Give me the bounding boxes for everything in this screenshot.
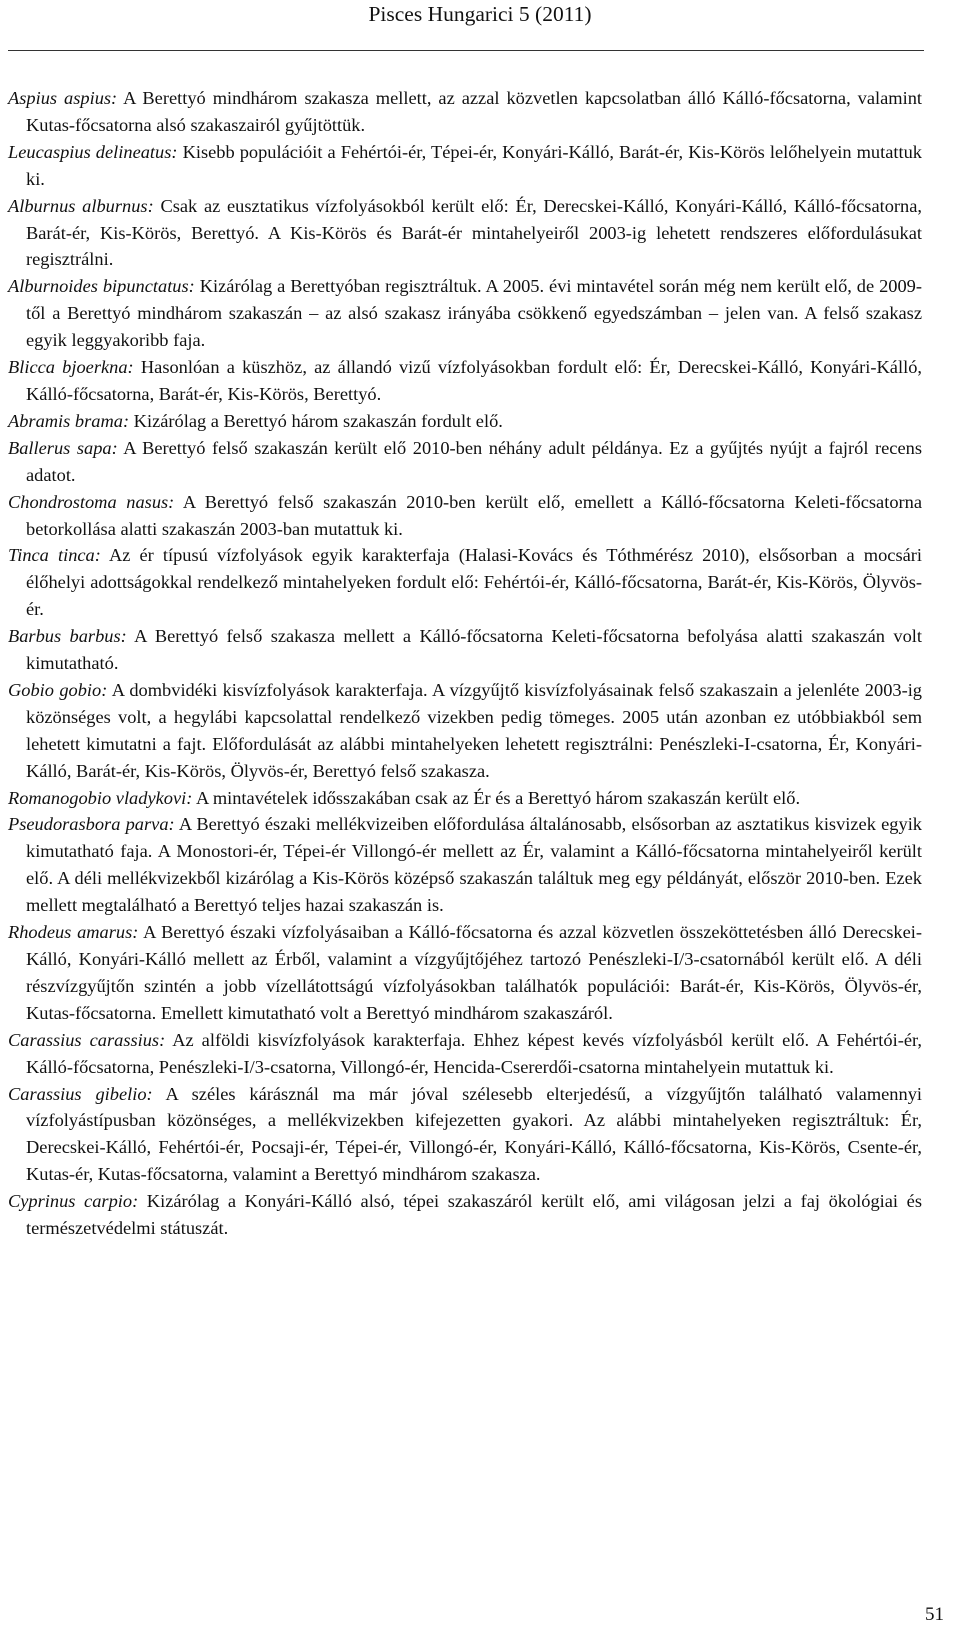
species-name: Abramis brama:: [8, 410, 130, 431]
page-header: [0, 0, 960, 58]
journal-title: Pisces Hungarici 5 (2011): [368, 2, 592, 26]
species-description: A Berettyó felső szakaszán került elő 2010-ben néhány adult példánya. Ez a gyűjtés nyújt a fajról recens adatot.: [26, 437, 922, 485]
species-name: Ballerus sapa:: [8, 437, 118, 458]
species-name: Leucaspius delineatus:: [8, 141, 178, 162]
species-description: Csak az eusztatikus vízfolyásokból került elő: Ér, Derecskei-Kálló, Konyári-Kálló, Kálló-főcsatorna, Barát-ér, Kis-Körös, Berettyó. A Kis-Körös és Barát-ér mintahelyeiről 2003-ig lehetett rendszeres előfordulásukat regisztrálni.: [26, 195, 922, 270]
species-name: Cyprinus carpio:: [8, 1191, 139, 1212]
species-description: A Berettyó északi vízfolyásaiban a Kálló-főcsatorna és azzal közvetlen összeköttetésben álló Derecskei-Kálló, Konyári-Kálló mellett az Érből, valamint a vízgyűjtőjéhez tartozó Penészleki-I/3-csatornából került elő. A déli részvízgyűjtőn szintén a jobb vízellátottságú vízfolyásokban találhatók populációi: Barát-ér, Kis-Körös, Ölyvös-ér, Kutas-főcsatorna. Emellett kimutatható volt a Berettyó mindhárom szakaszáról.: [26, 922, 922, 1023]
species-name: Alburnoides bipunctatus:: [8, 276, 195, 297]
page-number: 51: [925, 1604, 944, 1625]
species-entry-barbus: [8, 623, 922, 677]
species-entry-chondrostoma: [8, 489, 922, 543]
species-entry-aspius: [8, 85, 922, 139]
species-entry-tinca: [8, 542, 922, 623]
species-entry-blicca: [8, 354, 922, 408]
species-description: A Berettyó mindhárom szakasza mellett, az azzal közvetlen kapcsolatban álló Kálló-főcsatorna, valamint Kutas-főcsatorna alsó szakaszairól gyűjtöttük.: [26, 88, 922, 135]
species-list: [8, 85, 922, 1242]
species-description: A Berettyó felső szakasza mellett a Kálló-főcsatorna Keleti-főcsatorna befolyása alatti szakaszán volt kimutatható.: [26, 626, 923, 674]
species-description: Kizárólag a Berettyó három szakaszán fordult elő.: [129, 410, 503, 431]
species-name: Aspius aspius:: [8, 88, 118, 108]
species-description: Az ér típusú vízfolyások egyik karakterfaja (Halasi-Kovács és Tóthmérész 2010), elsősorban a mocsári élőhelyi adottságokkal rendelkező mintahelyeken fordult elő: Fehértói-ér, Kálló-főcsatorna, Barát-ér, Kis-Körös, Ölyvös-ér.: [26, 545, 922, 620]
species-name: Barbus barbus:: [8, 626, 127, 647]
species-description: A Berettyó felső szakaszán 2010-ben került elő, emellett a Kálló-főcsatorna Keleti-főcsatorna betorkollása alatti szakaszán 2003-ban mutattuk ki.: [26, 491, 923, 539]
species-entry-rhodeus: [8, 919, 922, 1027]
species-name: Gobio gobio:: [8, 679, 108, 700]
header-rule: [8, 50, 924, 51]
species-description: Az alföldi kisvízfolyások karakterfaja. Ehhez képest kevés vízfolyásból került elő. A Fehértói-ér, Kálló-főcsatorna, Penészleki-I/3-csatorna, Villongó-ér, Hencida-Csererdői-csatorna mintahelyein mutattuk ki.: [26, 1029, 922, 1077]
species-description: Kizárólag a Konyári-Kálló alsó, tépei szakaszáról került elő, ami világosan jelzi a faj ökológiai és természetvédelmi státuszát.: [26, 1191, 922, 1239]
species-name: Carassius gibelio:: [8, 1083, 153, 1104]
species-name: Chondrostoma nasus:: [8, 491, 175, 512]
species-description: A mintavételek idősszakában csak az Ér és a Berettyó három szakaszán került elő.: [192, 787, 801, 808]
species-entry-ballerus: [8, 435, 922, 489]
species-entry-alburnoides: [8, 273, 922, 354]
species-entry-cyprinus: [8, 1188, 922, 1242]
species-entry-gobio: [8, 677, 922, 785]
species-name: Tinca tinca:: [8, 545, 101, 566]
species-entry-leucaspius: [8, 139, 922, 193]
species-name: Rhodeus amarus:: [8, 922, 139, 943]
species-name: Romanogobio vladykovi:: [8, 787, 193, 808]
species-name: Carassius carassius:: [8, 1029, 166, 1050]
species-entry-carassius-carassius: [8, 1027, 922, 1081]
species-name: Alburnus alburnus:: [8, 195, 154, 216]
species-description: A Berettyó északi mellékvizeiben előfordulása általánosabb, elsősorban az asztatikus kisvizek egyik kimutatható faja. A Monostori-ér, Tépei-ér Villongó-ér mellett az Ér, valamint a Kálló-főcsatorna mintahelyeiről került elő. A déli mellékvizekből kizárólag a Kis-Körös középső szakaszán találtuk meg egy példányát, először 2010-ben. Ezek mellett megtalálható a Berettyó teljes hazai szakaszán is.: [26, 814, 922, 916]
species-entry-pseudorasbora: [8, 811, 922, 919]
species-description: Hasonlóan a küszhöz, az állandó vizű vízfolyásokban fordult elő: Ér, Derecskei-Kálló, Konyári-Kálló, Kálló-főcsatorna, Barát-ér, Kis-Körös, Berettyó.: [26, 357, 922, 404]
species-entry-romanogobio: [8, 785, 922, 812]
species-name: Pseudorasbora parva:: [8, 814, 175, 835]
species-entry-alburnus: [8, 193, 922, 274]
species-description: A széles kárásznál ma már jóval szélesebb elterjedésű, a vízgyűjtőn található valamennyi vízfolyástípusban közönséges, a mellékvizekben kifejezetten gyakori. Az alábbi mintahelyeken regisztráltuk: Ér, Derecskei-Kálló, Fehértói-ér, Pocsaji-ér, Tépei-ér, Villongó-ér, Konyári-Kálló, Kálló-főcsatorna, Kis-Körös, Csente-ér, Kutas-ér, Kutas-főcsatorna, valamint a Berettyó mindhárom szakasza.: [26, 1083, 923, 1185]
species-description: Kisebb populációit a Fehértói-ér, Tépei-ér, Konyári-Kálló, Barát-ér, Kis-Körös lelőhelyein mutattuk ki.: [26, 141, 923, 189]
species-entry-abramis: [8, 408, 922, 435]
species-description: A dombvidéki kisvízfolyások karakterfaja. A vízgyűjtő kisvízfolyásainak felső szakaszain a jelenléte 2003-ig közönséges volt, a hegylábi kapcsolattal rendelkező vizekben pedig tömeges. 2005 után azonban ez utóbbiakból sem lehetett kimutatni a fajt. Előfordulását az alábbi mintahelyeken lehetett regisztrálni: Penészleki-I-csatorna, Ér, Konyári-Kálló, Barát-ér, Kis-Körös, Ölyvös-ér, Berettyó felső szakasza.: [26, 679, 923, 781]
species-entry-carassius-gibelio: [8, 1081, 922, 1189]
species-name: Blicca bjoerkna:: [8, 357, 134, 378]
species-description: Kizárólag a Berettyóban regisztráltuk. A 2005. évi mintavétel során még nem került elő, de 2009-től a Berettyó mindhárom szakaszán – az alsó szakasz irányába csökkenő egyedszámban – jelen van. A felső szakasz egyik leggyakoribb faja.: [26, 276, 922, 351]
